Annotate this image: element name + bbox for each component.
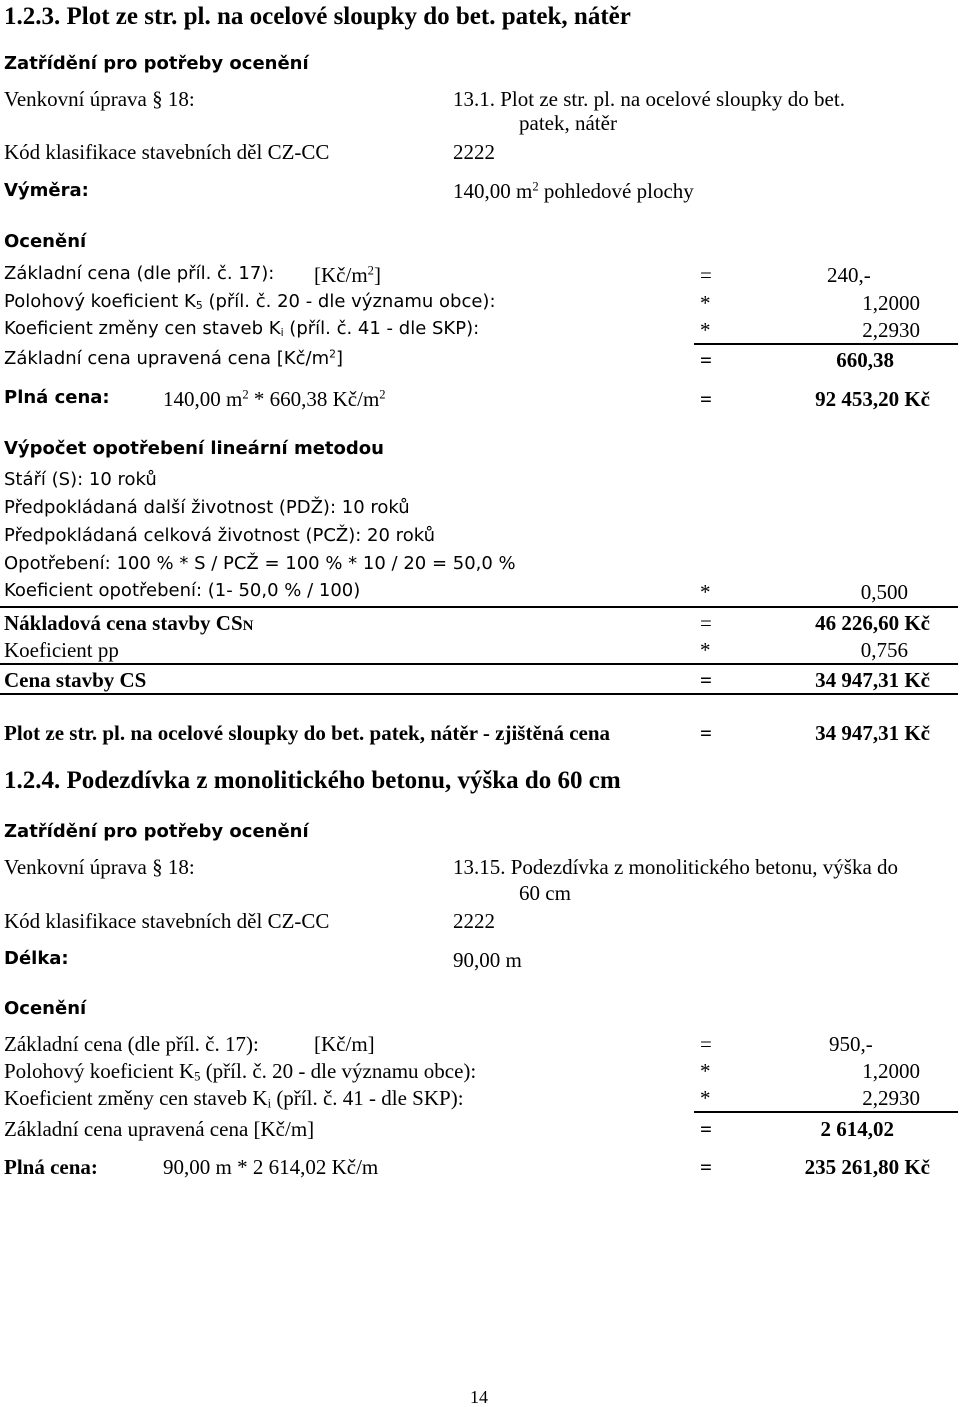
base-price-unit-exp: 2 [367, 263, 374, 278]
valuation-title: Ocenění [4, 231, 87, 252]
full-price-value: 92 453,20 Kč [815, 387, 930, 411]
measure-exponent: 2 [532, 179, 539, 194]
classification-title: Zatřídění pro potřeby ocenění [4, 53, 309, 74]
cost-row [4, 613, 253, 634]
pp-label: Koeficient pp [4, 638, 119, 662]
coefi-value: 2,2930 [862, 1086, 920, 1110]
base-price-op: = [700, 1032, 712, 1056]
cost-sub: N [242, 618, 254, 634]
pp-value: 0,756 [860, 638, 908, 662]
remaining-life-line: Předpokládaná další životnost (PDŽ): 10 roků [4, 497, 410, 518]
coefi-label-end: (příl. č. 41 - dle SKP): [271, 1086, 464, 1110]
full-formula-exp2: 2 [379, 387, 386, 402]
category-value-line1: 13.1. Plot ze str. pl. na ocelové sloupky do bet. [453, 87, 845, 111]
adjusted-value: 2 614,02 [820, 1117, 894, 1141]
full-formula-a: 140,00 m [163, 387, 243, 411]
cost-value: 46 226,60 Kč [815, 611, 930, 635]
coef5-sub: 5 [194, 1069, 201, 1084]
wear-coef-value: 0,500 [860, 580, 908, 604]
code-label: Kód klasifikace stavebních děl CZ-CC [4, 909, 330, 933]
length-label: Délka: [4, 948, 69, 969]
cost-op: = [700, 611, 712, 635]
adjusted-label: Základní cena upravená cena [Kč/m] [4, 1117, 315, 1141]
coef5-op: * [700, 1059, 711, 1083]
coefi-label: Koeficient změny cen staveb K [4, 1086, 268, 1110]
wear-formula-line: Opotřebení: 100 % * S / PCŽ = 100 % * 10 / 20 = 50,0 % [4, 553, 516, 574]
full-price-label: Plná cena: [4, 1155, 98, 1179]
measure-number: 140,00 m [453, 179, 533, 203]
adjusted-op: = [700, 1117, 712, 1141]
category-value-line2: 60 cm [519, 881, 571, 905]
divider-line [0, 693, 958, 695]
category-label: Venkovní úprava [4, 87, 147, 111]
final-price-op: = [700, 721, 712, 745]
coef5-label: Polohový koeficient K [4, 291, 196, 312]
total-life-line: Předpokládaná celková životnost (PCŽ): 20 roků [4, 525, 435, 546]
measure-label [4, 182, 89, 200]
full-formula-exp1: 2 [242, 387, 249, 402]
coefi-op: * [700, 318, 711, 342]
coefi-label-end: (příl. č. 41 - dle SKP): [283, 318, 480, 339]
coefi-sub: i [267, 1096, 272, 1111]
cs-label: Cena stavby CS [4, 668, 147, 692]
full-price-label: Plná cena: [4, 387, 110, 408]
base-price-unit-end: ] [373, 263, 381, 287]
divider-line [0, 606, 958, 608]
category-paragraph: § 18: [152, 87, 195, 111]
code-label: Kód klasifikace stavebních děl CZ-CC [4, 140, 330, 164]
category-label-row [4, 857, 195, 878]
divider-line [0, 663, 958, 665]
coefi-row [4, 320, 479, 338]
section-heading: 1.2.3. Plot ze str. pl. na ocelové sloupky do bet. patek, nátěr [4, 3, 631, 30]
coef5-row [4, 1061, 476, 1082]
full-price-op: = [700, 387, 712, 411]
coefi-label: Koeficient změny cen staveb K [4, 318, 281, 339]
code-value: 2222 [453, 909, 495, 933]
full-price-op: = [700, 1155, 712, 1179]
adjusted-row [4, 347, 344, 369]
category-label-row [4, 89, 195, 110]
coef5-op: * [700, 291, 711, 315]
base-price-op: = [700, 263, 712, 287]
divider-line [694, 343, 958, 345]
base-price-label: Základní cena (dle příl. č. 17): [4, 1032, 259, 1056]
base-price-label: Základní cena (dle příl. č. 17): [4, 263, 275, 284]
category-value-line2: patek, nátěr [519, 111, 617, 135]
category-value-line1: 13.15. Podezdívka z monolitického betonu, výška do [453, 855, 899, 879]
code-value: 2222 [453, 140, 495, 164]
coef5-label-end: (příl. č. 20 - dle významu obce): [200, 1059, 477, 1083]
age-line: Stáří (S): 10 roků [4, 469, 157, 490]
full-price-formula [163, 389, 386, 410]
coefi-row [4, 1088, 464, 1109]
adjusted-value: 660,38 [836, 348, 894, 372]
valuation-title: Ocenění [4, 998, 87, 1019]
pp-op: * [700, 638, 711, 662]
coefi-op: * [700, 1086, 711, 1110]
coefi-sub: i [280, 326, 284, 340]
wear-coef-op: * [700, 580, 711, 604]
category-label: Venkovní úprava [4, 855, 147, 879]
section-heading: 1.2.4. Podezdívka z monolitického betonu, výška do 60 cm [4, 767, 621, 794]
cs-value: 34 947,31 Kč [815, 668, 930, 692]
wear-title: Výpočet opotřebení lineární metodou [4, 438, 384, 459]
adjusted-exp: 2 [329, 347, 336, 361]
cs-op: = [700, 668, 712, 692]
cost-label: Nákladová cena stavby CS [4, 611, 243, 635]
coef5-label-end: (příl. č. 20 - dle významu obce): [202, 291, 496, 312]
wear-coef-label: Koeficient opotřebení: (1- 50,0 % / 100) [4, 580, 361, 601]
full-formula-b: * 660,38 Kč/m [248, 387, 380, 411]
adjusted-label: Základní cena upravená cena [Kč/m [4, 348, 330, 369]
classification-title: Zatřídění pro potřeby ocenění [4, 821, 309, 842]
base-price-value: 240,- [827, 263, 871, 287]
measure-label-text: Výměra: [4, 180, 89, 201]
full-price-value: 235 261,80 Kč [804, 1155, 930, 1179]
divider-line [694, 1111, 958, 1113]
page-number: 14 [470, 1387, 488, 1407]
category-paragraph: § 18: [152, 855, 195, 879]
coef5-sub: 5 [195, 299, 203, 313]
base-price-unit [314, 265, 381, 286]
coef5-label: Polohový koeficient K [4, 1059, 195, 1083]
measure-unit: pohledové plochy [538, 179, 694, 203]
length-value: 90,00 m [453, 948, 522, 972]
final-price-value: 34 947,31 Kč [815, 721, 930, 745]
full-price-formula: 90,00 m * 2 614,02 Kč/m [163, 1155, 379, 1179]
coefi-value: 2,2930 [862, 318, 920, 342]
base-price-unit-text: [Kč/m [314, 263, 368, 287]
coef5-row [4, 293, 496, 311]
measure-value [453, 181, 694, 202]
coef5-value: 1,2000 [862, 1059, 920, 1083]
base-price-unit: [Kč/m] [314, 1032, 375, 1056]
adjusted-op: = [700, 348, 712, 372]
base-price-value: 950,- [829, 1032, 873, 1056]
adjusted-end: ] [335, 348, 344, 369]
coef5-value: 1,2000 [862, 291, 920, 315]
final-price-label: Plot ze str. pl. na ocelové sloupky do bet. patek, nátěr - zjištěná cena [4, 721, 611, 745]
